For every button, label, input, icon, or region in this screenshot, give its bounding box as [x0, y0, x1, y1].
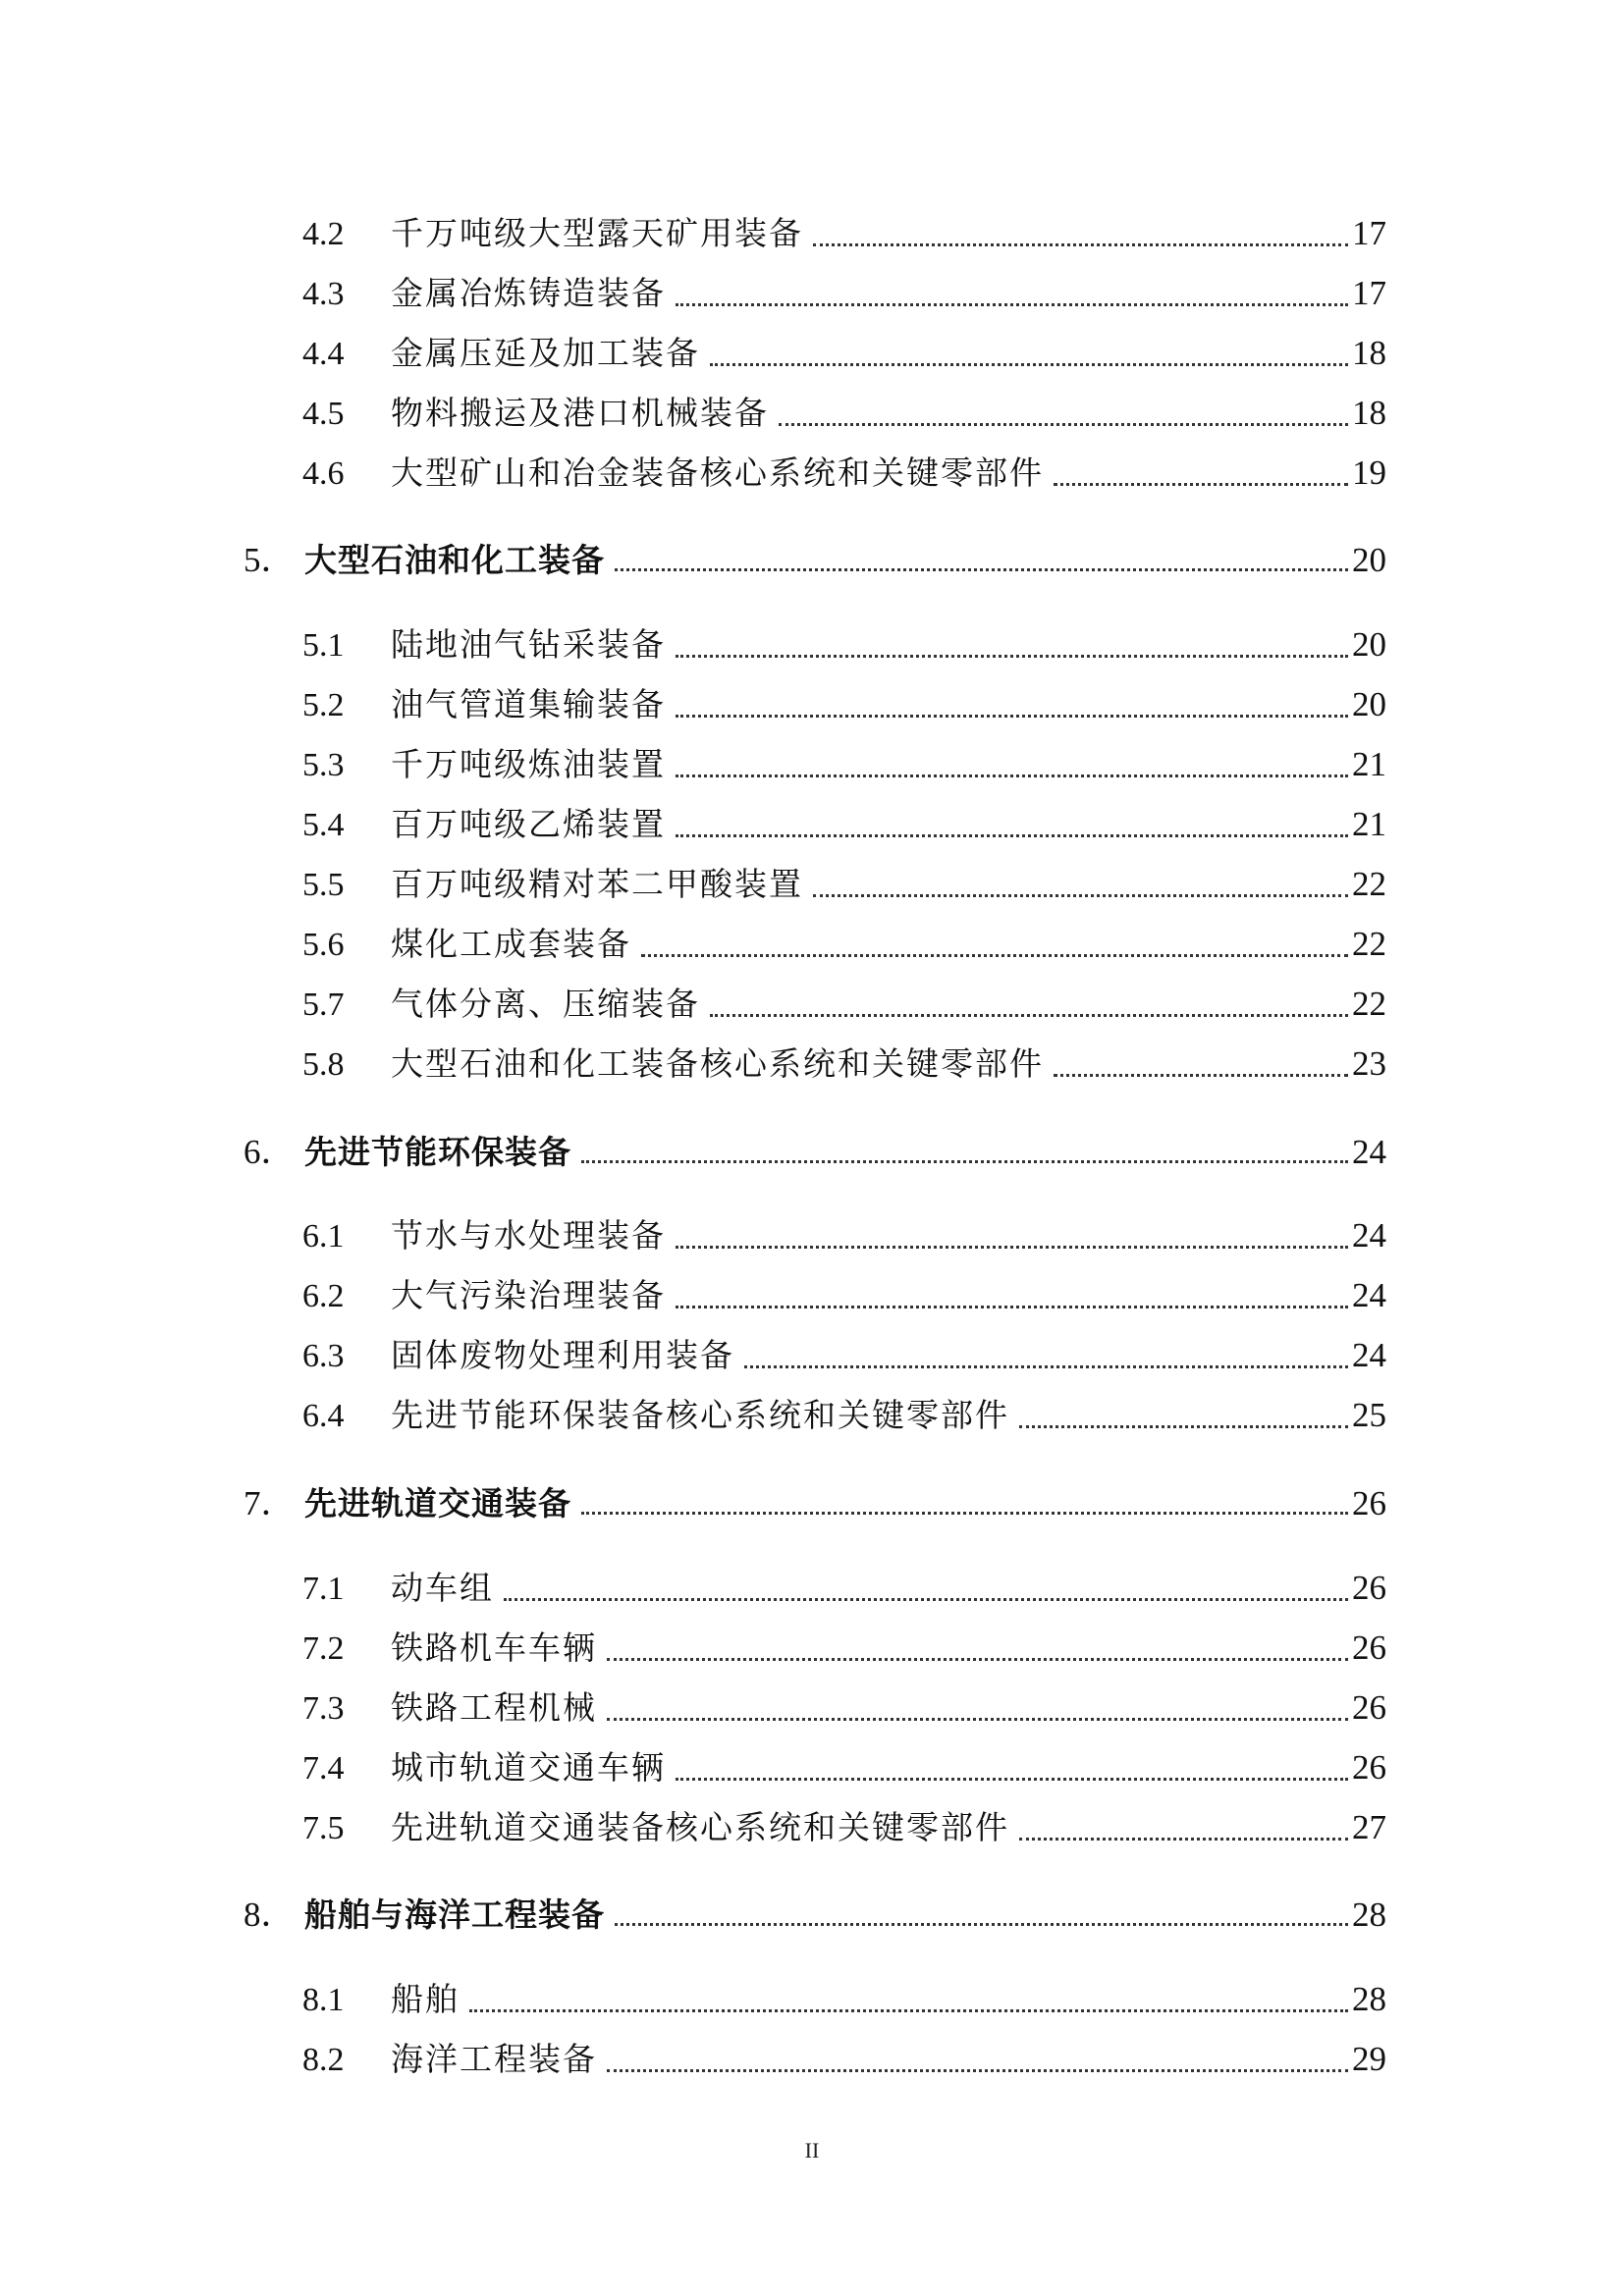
dot-leader: [607, 1717, 1348, 1721]
toc-entry-title: 千万吨级大型露天矿用装备: [391, 214, 803, 252]
dot-leader: [1054, 1073, 1348, 1077]
toc-chapter-page: 20: [1352, 541, 1386, 579]
toc-entry-number: 8.2: [302, 2042, 345, 2078]
dot-leader: [581, 1511, 1348, 1515]
toc-entry-8-2[interactable]: [0, 2034, 1624, 2083]
toc-chapter-title: 先进轨道交通装备: [304, 1484, 571, 1522]
toc-entry-5-1[interactable]: [0, 619, 1624, 668]
toc-entry-5-2[interactable]: [0, 679, 1624, 728]
toc-entry-page: 22: [1352, 985, 1386, 1023]
toc-entry-number: 5.4: [302, 807, 345, 843]
toc-entry-page: 19: [1352, 454, 1386, 492]
dot-leader: [676, 654, 1348, 658]
toc-chapter-number: 5．: [244, 541, 296, 579]
toc-entry-title: 百万吨级乙烯装置: [391, 805, 666, 843]
toc-entry-page: 17: [1352, 274, 1386, 312]
toc-entry-title: 金属冶炼铸造装备: [391, 274, 666, 312]
toc-entry-4-2[interactable]: [0, 208, 1624, 257]
toc-entry-title: 先进节能环保装备核心系统和关键零部件: [391, 1396, 1009, 1434]
toc-entry-number: 4.5: [302, 396, 345, 432]
toc-entry-number: 6.3: [302, 1338, 345, 1374]
toc-entry-number: 6.1: [302, 1218, 345, 1255]
toc-entry-title: 油气管道集输装备: [391, 685, 666, 723]
toc-entry-7-1[interactable]: [0, 1563, 1624, 1612]
toc-entry-number: 4.4: [302, 336, 345, 372]
toc-entry-number: 6.4: [302, 1398, 345, 1434]
toc-entry-page: 26: [1352, 1569, 1386, 1607]
toc-entry-title: 海洋工程装备: [391, 2040, 597, 2078]
toc-entry-5-7[interactable]: [0, 979, 1624, 1028]
dot-leader: [676, 714, 1348, 718]
toc-entry-page: 17: [1352, 214, 1386, 252]
dot-leader: [615, 1922, 1348, 1926]
page-number-footer: II: [804, 2138, 820, 2163]
toc-chapter-8[interactable]: [0, 1888, 1624, 1937]
toc-entry-number: 5.5: [302, 867, 345, 903]
toc-entry-number: 8.1: [302, 1982, 345, 2018]
toc-entry-7-2[interactable]: [0, 1623, 1624, 1672]
toc-entry-title: 大型矿山和冶金装备核心系统和关键零部件: [391, 454, 1044, 492]
dot-leader: [676, 774, 1348, 777]
toc-entry-title: 大型石油和化工装备核心系统和关键零部件: [391, 1044, 1044, 1083]
toc-entry-page: 28: [1352, 1980, 1386, 2018]
toc-chapter-page: 28: [1352, 1896, 1386, 1934]
toc-entry-number: 7.5: [302, 1810, 345, 1846]
toc-chapter-title: 船舶与海洋工程装备: [304, 1896, 605, 1934]
dot-leader: [1019, 1837, 1348, 1841]
toc-entry-6-1[interactable]: [0, 1210, 1624, 1259]
dot-leader: [813, 242, 1348, 246]
toc-entry-8-1[interactable]: [0, 1974, 1624, 2023]
toc-entry-title: 固体废物处理利用装备: [391, 1336, 734, 1374]
toc-entry-4-5[interactable]: [0, 388, 1624, 437]
toc-entry-page: 23: [1352, 1044, 1386, 1083]
toc-entry-number: 5.3: [302, 747, 345, 783]
dot-leader: [676, 1305, 1348, 1308]
toc-entry-page: 27: [1352, 1808, 1386, 1846]
toc-entry-number: 7.3: [302, 1690, 345, 1727]
toc-entry-title: 铁路工程机械: [391, 1688, 597, 1727]
toc-entry-number: 5.2: [302, 687, 345, 723]
toc-entry-7-5[interactable]: [0, 1802, 1624, 1851]
toc-entry-number: 4.6: [302, 455, 345, 492]
dot-leader: [607, 1657, 1348, 1661]
toc-entry-page: 21: [1352, 805, 1386, 843]
toc-entry-page: 26: [1352, 1629, 1386, 1667]
dot-leader: [779, 422, 1348, 426]
toc-entry-7-4[interactable]: [0, 1742, 1624, 1791]
toc-entry-5-5[interactable]: [0, 859, 1624, 908]
dot-leader: [676, 833, 1348, 837]
dot-leader: [504, 1597, 1348, 1601]
toc-entry-page: 20: [1352, 685, 1386, 723]
toc-entry-5-3[interactable]: [0, 739, 1624, 788]
toc-entry-title: 铁路机车车辆: [391, 1629, 597, 1667]
toc-entry-title: 千万吨级炼油装置: [391, 745, 666, 783]
dot-leader: [813, 893, 1348, 897]
dot-leader: [641, 953, 1348, 957]
dot-leader: [607, 2068, 1348, 2072]
toc-entry-page: 24: [1352, 1336, 1386, 1374]
toc-entry-6-4[interactable]: [0, 1390, 1624, 1439]
toc-entry-5-6[interactable]: [0, 919, 1624, 968]
toc-entry-title: 先进轨道交通装备核心系统和关键零部件: [391, 1808, 1009, 1846]
dot-leader: [676, 1777, 1348, 1781]
toc-chapter-page: 26: [1352, 1484, 1386, 1522]
toc-entry-page: 20: [1352, 625, 1386, 664]
toc-chapter-7[interactable]: [0, 1476, 1624, 1525]
toc-entry-page: 25: [1352, 1396, 1386, 1434]
toc-entry-number: 7.1: [302, 1571, 345, 1607]
dot-leader: [744, 1364, 1348, 1368]
toc-entry-5-8[interactable]: [0, 1039, 1624, 1088]
toc-entry-title: 节水与水处理装备: [391, 1216, 666, 1255]
toc-entry-title: 气体分离、压缩装备: [391, 985, 700, 1023]
toc-entry-4-6[interactable]: [0, 448, 1624, 497]
toc-entry-page: 24: [1352, 1216, 1386, 1255]
toc-entry-7-3[interactable]: [0, 1682, 1624, 1732]
toc-entry-page: 29: [1352, 2040, 1386, 2078]
dot-leader: [615, 567, 1348, 571]
toc-entry-page: 18: [1352, 334, 1386, 372]
toc-entry-page: 18: [1352, 394, 1386, 432]
toc-entry-number: 5.1: [302, 627, 345, 664]
toc-entry-number: 5.8: [302, 1046, 345, 1083]
toc-entry-6-2[interactable]: [0, 1270, 1624, 1319]
toc-entry-page: 24: [1352, 1276, 1386, 1314]
dot-leader: [710, 362, 1348, 366]
toc-entry-number: 7.2: [302, 1630, 345, 1667]
toc-entry-number: 5.7: [302, 987, 345, 1023]
toc-entry-title: 百万吨级精对苯二甲酸装置: [391, 865, 803, 903]
dot-leader: [469, 2008, 1348, 2012]
toc-entry-page: 22: [1352, 865, 1386, 903]
dot-leader: [1019, 1424, 1348, 1428]
toc-entry-number: 5.6: [302, 927, 345, 963]
toc-chapter-number: 6．: [244, 1133, 296, 1171]
toc-entry-4-3[interactable]: [0, 268, 1624, 317]
toc-entry-page: 21: [1352, 745, 1386, 783]
toc-entry-title: 动车组: [391, 1569, 494, 1607]
dot-leader: [676, 1245, 1348, 1249]
toc-entry-title: 城市轨道交通车辆: [391, 1748, 666, 1787]
toc-entry-title: 金属压延及加工装备: [391, 334, 700, 372]
toc-chapter-6[interactable]: [0, 1125, 1624, 1174]
dot-leader: [676, 302, 1348, 306]
toc-chapter-number: 7．: [244, 1484, 296, 1522]
toc-entry-page: 26: [1352, 1748, 1386, 1787]
toc-entry-page: 26: [1352, 1688, 1386, 1727]
toc-entry-6-3[interactable]: [0, 1330, 1624, 1379]
toc-entry-title: 陆地油气钻采装备: [391, 625, 666, 664]
toc-entry-title: 物料搬运及港口机械装备: [391, 394, 769, 432]
toc-entry-page: 22: [1352, 925, 1386, 963]
toc-chapter-title: 大型石油和化工装备: [304, 541, 605, 579]
toc-entry-number: 7.4: [302, 1750, 345, 1787]
toc-entry-title: 船舶: [391, 1980, 460, 2018]
dot-leader: [581, 1159, 1348, 1163]
toc-entry-title: 大气污染治理装备: [391, 1276, 666, 1314]
dot-leader: [1054, 482, 1348, 486]
toc-entry-number: 6.2: [302, 1278, 345, 1314]
toc-entry-number: 4.3: [302, 276, 345, 312]
toc-entry-5-4[interactable]: [0, 799, 1624, 848]
toc-entry-4-4[interactable]: [0, 328, 1624, 377]
toc-chapter-title: 先进节能环保装备: [304, 1133, 571, 1171]
toc-entry-number: 4.2: [302, 216, 345, 252]
toc-chapter-5[interactable]: [0, 533, 1624, 582]
toc-chapter-page: 24: [1352, 1133, 1386, 1171]
toc-entry-title: 煤化工成套装备: [391, 925, 631, 963]
toc-chapter-number: 8．: [244, 1896, 296, 1934]
dot-leader: [710, 1013, 1348, 1017]
